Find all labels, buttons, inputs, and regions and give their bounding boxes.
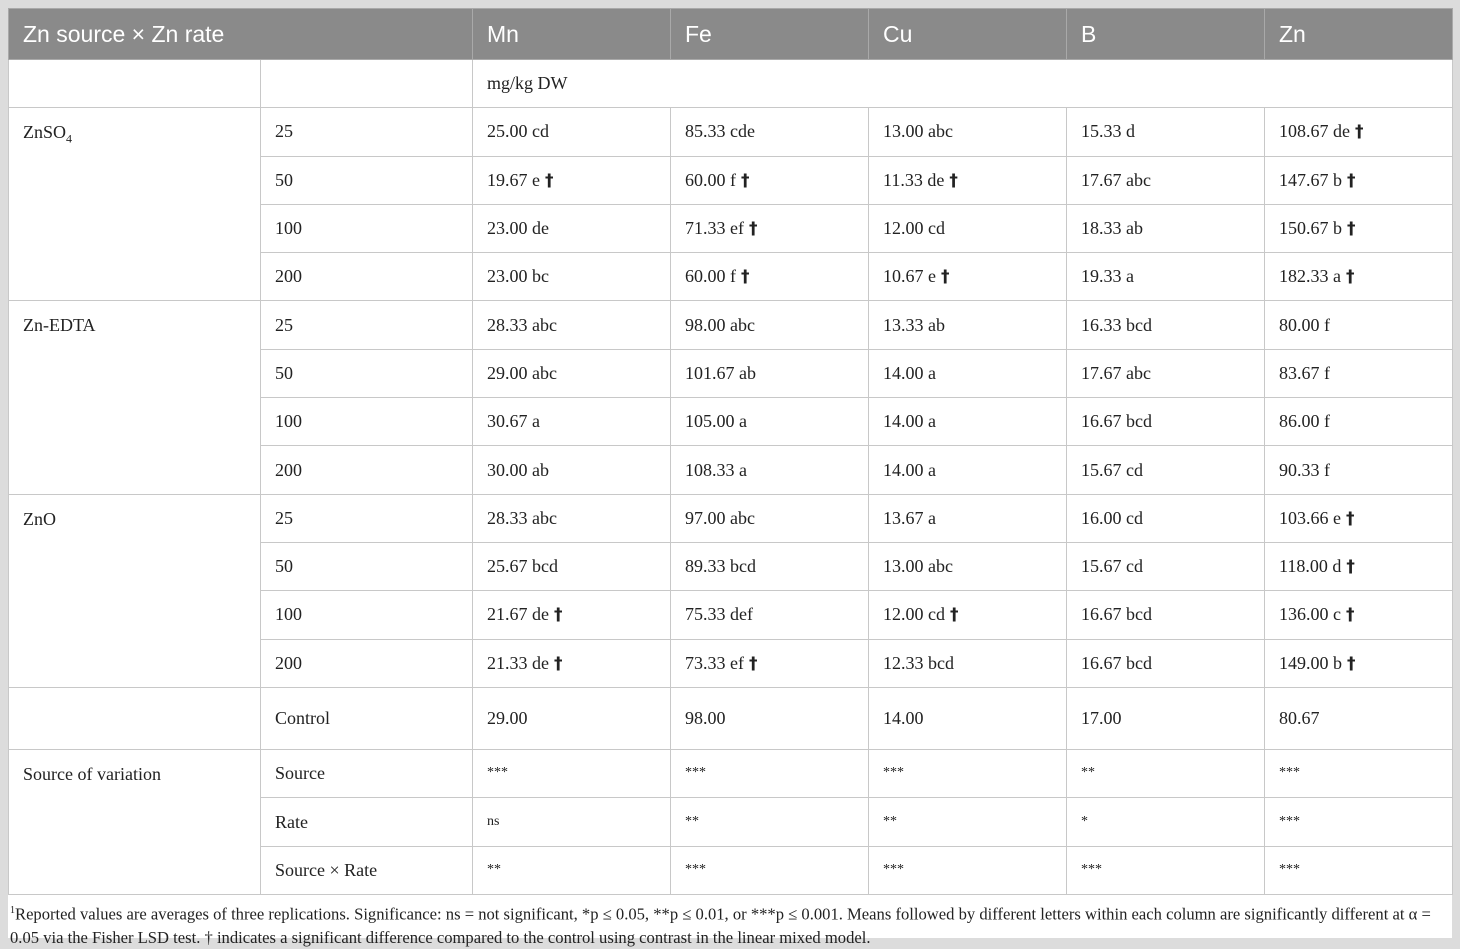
cell-value: *** [883,861,904,877]
cell-value: 28.33 abc [487,314,557,335]
rate-cell: Rate [261,798,473,846]
cell-value: 10.67 e [883,266,936,287]
units-empty-cell [261,60,473,108]
cell-value: 17.00 [1081,708,1122,728]
rate-cell: 100 [261,591,473,639]
value-cell-fe [671,542,869,590]
cell-value: 86.00 f [1279,411,1330,432]
cell-value: *** [1279,861,1300,877]
cell-value: 13.00 abc [883,121,953,142]
value-cell-mn [473,639,671,687]
cell-value: 15.33 d [1081,121,1135,142]
cell-value: 98.00 [685,708,726,728]
value-cell-cu [869,687,1067,749]
value-cell-mn [473,591,671,639]
value-cell-cu [869,398,1067,446]
value-cell-zn [1265,301,1453,349]
units-row [9,60,1453,108]
cell-value: 101.67 ab [685,362,756,383]
dagger-icon: † [741,170,750,191]
cell-value: 23.00 bc [487,266,549,287]
cell-value: 89.33 bcd [685,556,756,577]
header-cu: Cu [869,9,1067,60]
value-cell-fe [671,156,869,204]
value-cell-zn [1265,156,1453,204]
table-row [9,108,1453,156]
value-cell-zn [1265,349,1453,397]
value-cell-fe [671,639,869,687]
value-cell-mn [473,494,671,542]
cell-value: 149.00 b [1279,652,1342,673]
cell-value: 108.33 a [685,459,747,480]
cell-value: ns [487,813,500,829]
value-cell-b [1067,687,1265,749]
cell-value: ** [883,813,897,829]
rate-cell: 50 [261,349,473,397]
group-name: ZnSO [23,122,67,143]
value-cell-zn [1265,108,1453,156]
value-cell-cu [869,253,1067,301]
cell-value: 73.33 ef [685,652,744,673]
value-cell-fe [671,846,869,894]
cell-value: 28.33 abc [487,507,557,528]
value-cell-zn [1265,687,1453,749]
value-cell-cu [869,108,1067,156]
cell-value: 21.33 de [487,652,549,673]
value-cell-mn [473,750,671,798]
cell-value: *** [487,765,508,781]
cell-value: 14.00 [883,708,924,728]
cell-value: 17.67 abc [1081,362,1151,383]
value-cell-fe [671,204,869,252]
value-cell-zn [1265,846,1453,894]
value-cell-mn [473,398,671,446]
cell-value: 12.00 cd [883,604,945,625]
dagger-icon: † [941,267,950,288]
cell-value: *** [1081,861,1102,877]
cell-value: 15.67 cd [1081,556,1143,577]
header-fe: Fe [671,9,869,60]
dagger-icon: † [1346,557,1355,578]
dagger-icon: † [950,605,959,626]
rate-cell: 200 [261,253,473,301]
cell-value: 71.33 ef [685,218,744,239]
value-cell-cu [869,798,1067,846]
value-cell-mn [473,687,671,749]
dagger-icon: † [554,653,563,674]
cell-value: 16.67 bcd [1081,652,1152,673]
group-label-zno [9,494,261,687]
dagger-icon: † [1347,219,1356,240]
value-cell-fe [671,591,869,639]
value-cell-b [1067,846,1265,894]
value-cell-fe [671,301,869,349]
cell-value: 19.67 e [487,169,540,190]
cell-value: 60.00 f [685,266,736,287]
cell-value: 17.67 abc [1081,169,1151,190]
cell-value: ** [487,861,501,877]
header-b: B [1067,9,1265,60]
value-cell-b [1067,494,1265,542]
value-cell-cu [869,494,1067,542]
cell-value: 23.00 de [487,218,549,239]
value-cell-b [1067,542,1265,590]
value-cell-fe [671,750,869,798]
value-cell-mn [473,349,671,397]
value-cell-cu [869,591,1067,639]
value-cell-cu [869,301,1067,349]
cell-value: *** [1279,813,1300,829]
cell-value: 16.67 bcd [1081,604,1152,625]
dagger-icon: † [741,267,750,288]
cell-value: *** [685,765,706,781]
rate-cell: 25 [261,108,473,156]
group-label-edta [9,301,261,494]
cell-value: 16.67 bcd [1081,411,1152,432]
cell-value: 150.67 b [1279,218,1342,239]
rate-cell: 50 [261,156,473,204]
value-cell-zn [1265,798,1453,846]
cell-value: 14.00 a [883,459,936,480]
value-cell-cu [869,156,1067,204]
cell-value: 13.00 abc [883,556,953,577]
value-cell-b [1067,253,1265,301]
cell-value: * [1081,813,1088,829]
footnote-text: Reported values are averages of three replications. Significance: ns = not significant, *p ≤ 0.05, **p ≤ 0.01, or ***p ≤ 0.001. Means followed by different letters within each column are significantly different at α = 0.05 via the Fisher LSD test. † indicates a significant difference compared to the control using contrast in the linear mixed model. [10,904,1431,947]
value-cell-cu [869,349,1067,397]
group-label-empty [9,687,261,749]
rate-cell: 25 [261,301,473,349]
cell-value: 18.33 ab [1081,218,1143,239]
value-cell-cu [869,204,1067,252]
cell-value: *** [685,861,706,877]
cell-value: 80.00 f [1279,314,1330,335]
rate-cell: Control [261,687,473,749]
dagger-icon: † [748,653,758,674]
table-row [9,494,1453,542]
value-cell-zn [1265,591,1453,639]
cell-value: ** [1081,765,1095,781]
dagger-icon: † [554,605,563,626]
value-cell-mn [473,798,671,846]
cell-value: 105.00 a [685,411,747,432]
value-cell-zn [1265,494,1453,542]
group-name: Zn-EDTA [23,315,96,336]
value-cell-fe [671,687,869,749]
cell-value: 60.00 f [685,169,736,190]
value-cell-b [1067,798,1265,846]
rate-cell: 100 [261,398,473,446]
cell-value: 14.00 a [883,411,936,432]
table-row [9,750,1453,798]
value-cell-fe [671,253,869,301]
dagger-icon: † [949,170,958,191]
value-cell-cu [869,846,1067,894]
value-cell-zn [1265,446,1453,494]
rate-cell: 200 [261,639,473,687]
cell-value: 25.00 cd [487,121,549,142]
group-name: Source of variation [23,764,161,785]
value-cell-b [1067,750,1265,798]
units-label: mg/kg DW [473,60,1453,108]
cell-value: 118.00 d [1279,556,1342,577]
rate-cell: Source × Rate [261,846,473,894]
value-cell-fe [671,494,869,542]
value-cell-mn [473,446,671,494]
value-cell-cu [869,446,1067,494]
cell-value: 25.67 bcd [487,556,558,577]
value-cell-mn [473,846,671,894]
group-name: ZnO [23,508,56,529]
cell-value: 83.67 f [1279,362,1330,383]
value-cell-cu [869,542,1067,590]
cell-value: 19.33 a [1081,266,1134,287]
rate-cell: 100 [261,204,473,252]
rate-cell: 50 [261,542,473,590]
dagger-icon: † [1347,170,1356,191]
value-cell-b [1067,591,1265,639]
value-cell-zn [1265,204,1453,252]
cell-value: ** [685,813,699,829]
group-label-variation [9,750,261,895]
value-cell-zn [1265,253,1453,301]
value-cell-fe [671,108,869,156]
cell-value: 147.67 b [1279,169,1342,190]
value-cell-b [1067,108,1265,156]
value-cell-b [1067,446,1265,494]
value-cell-mn [473,542,671,590]
cell-value: 15.67 cd [1081,459,1143,480]
dagger-icon: † [748,219,758,240]
value-cell-b [1067,639,1265,687]
cell-value: 12.33 bcd [883,652,954,673]
rate-cell: 200 [261,446,473,494]
cell-value: 97.00 abc [685,507,755,528]
dagger-icon: † [1355,122,1364,143]
value-cell-b [1067,398,1265,446]
cell-value: 30.00 ab [487,459,549,480]
value-cell-mn [473,156,671,204]
cell-value: 12.00 cd [883,218,945,239]
value-cell-fe [671,398,869,446]
footnote [8,895,1452,949]
rate-cell: Source [261,750,473,798]
table-row [9,687,1453,749]
table-row [9,301,1453,349]
cell-value: *** [1279,765,1300,781]
value-cell-cu [869,639,1067,687]
value-cell-b [1067,349,1265,397]
cell-value: 29.00 abc [487,362,557,383]
dagger-icon: † [545,170,554,191]
cell-value: 98.00 abc [685,314,755,335]
header-mn: Mn [473,9,671,60]
value-cell-zn [1265,639,1453,687]
dagger-icon: † [1347,653,1356,674]
value-cell-mn [473,108,671,156]
header-row [9,9,1453,60]
cell-value: *** [883,765,904,781]
value-cell-fe [671,446,869,494]
value-cell-b [1067,301,1265,349]
cell-value: 14.00 a [883,362,936,383]
cell-value: 80.67 [1279,708,1320,728]
value-cell-zn [1265,542,1453,590]
group-subscript: 4 [66,131,73,146]
cell-value: 16.33 bcd [1081,314,1152,335]
value-cell-zn [1265,750,1453,798]
value-cell-fe [671,798,869,846]
cell-value: 136.00 c [1279,604,1341,625]
header-zn: Zn [1265,9,1453,60]
cell-value: 108.67 de [1279,121,1350,142]
value-cell-mn [473,301,671,349]
group-label-znso4 [9,108,261,301]
rate-cell: 25 [261,494,473,542]
cell-value: 85.33 cde [685,121,755,142]
cell-value: 90.33 f [1279,459,1330,480]
value-cell-mn [473,253,671,301]
cell-value: 13.67 a [883,507,936,528]
cell-value: 21.67 de [487,604,549,625]
value-cell-b [1067,204,1265,252]
cell-value: 30.67 a [487,411,540,432]
value-cell-cu [869,750,1067,798]
cell-value: 103.66 e [1279,507,1341,528]
footnote-marker: 1 [10,905,15,917]
value-cell-b [1067,156,1265,204]
value-cell-zn [1265,398,1453,446]
cell-value: 16.00 cd [1081,507,1143,528]
cell-value: 11.33 de [883,169,945,190]
units-empty-cell [9,60,261,108]
dagger-icon: † [1346,605,1355,626]
dagger-icon: † [1346,508,1355,529]
table-sheet [8,8,1452,947]
cell-value: 13.33 ab [883,314,945,335]
value-cell-mn [473,204,671,252]
cell-value: 29.00 [487,708,528,728]
micronutrient-table [8,8,1453,895]
value-cell-fe [671,349,869,397]
cell-value: 182.33 a [1279,266,1341,287]
cell-value: 75.33 def [685,604,753,625]
header-source-rate: Zn source × Zn rate [9,9,473,60]
dagger-icon: † [1346,267,1355,288]
